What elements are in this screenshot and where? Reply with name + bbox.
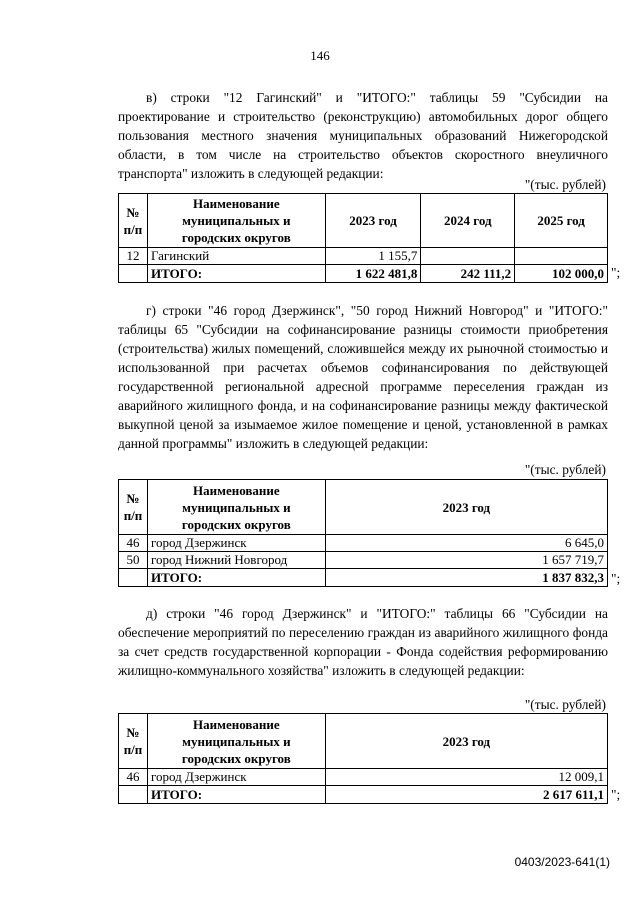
paragraph-section-g: г) строки "46 город Дзержинск", "50 город Нижний Новгород" и "ИТОГО:" таблицы 65 "Субсидии на софинансирование разницы стоимости приобретения (строительства) жилых помещений, сложившейся между их рыночной стоимостью и использованной при расчетах объемов софинансирования по действующей государственной региональной адресной программе переселения граждан из аварийного жилищного фонда, и на софинансирование разницы между фактической выкупной ценой за изымаемое жилое помещение и ценой, установленной в рамках данной программы" изложить в следующей редакции: bbox=[118, 303, 608, 451]
paragraph-section-v: в) строки "12 Гагинский" и "ИТОГО:" таблицы 59 "Субсидии на проектирование и строительство (реконструкцию) автомобильных дорог общего пользования местного значения муниципальных образований Нижегородской области, в том числе на строительство объектов скоростного внеуличного транспорта" изложить в следующей редакции: bbox=[118, 90, 608, 181]
total-2024: 242 111,2 bbox=[421, 265, 515, 283]
unit-label-v: "(тыс. рублей) bbox=[524, 177, 606, 192]
header-2025: 2025 год bbox=[515, 194, 608, 248]
table-header-row bbox=[119, 480, 608, 535]
cell-name: город Дзержинск bbox=[147, 535, 325, 552]
end-quote-v: "; bbox=[611, 265, 621, 280]
table-row bbox=[119, 535, 608, 552]
header-name: Наименование муниципальных и городских округов bbox=[147, 194, 325, 248]
total-2023: 1 837 832,3 bbox=[325, 569, 607, 587]
total-label: ИТОГО: bbox=[147, 786, 325, 804]
header-num: № п/п bbox=[119, 194, 148, 248]
total-2025: 102 000,0 bbox=[515, 265, 608, 283]
header-2023: 2023 год bbox=[325, 480, 607, 535]
paragraph-section-d: д) строки "46 город Дзержинск" и "ИТОГО:" таблицы 66 "Субсидии на обеспечение мероприятий по переселению граждан из аварийного жилищного фонда за счет средств государственной корпорации - Фонда содействия реформированию жилищно-коммунального хозяйства" изложить в следующей редакции: bbox=[118, 606, 608, 678]
cell-2023: 6 645,0 bbox=[325, 535, 607, 552]
total-label: ИТОГО: bbox=[147, 265, 325, 283]
cell-name: город Дзержинск bbox=[147, 769, 325, 786]
table-subsidy-59 bbox=[118, 193, 608, 283]
document-code: 0403/2023-641(1) bbox=[514, 855, 610, 869]
total-label: ИТОГО: bbox=[147, 569, 325, 587]
cell-name: город Нижний Новгород bbox=[147, 552, 325, 569]
cell-2023: 1 657 719,7 bbox=[325, 552, 607, 569]
table-row bbox=[119, 248, 608, 265]
cell-num: 46 bbox=[119, 769, 148, 786]
header-name: Наименование муниципальных и городских округов bbox=[147, 480, 325, 535]
table-total-row bbox=[119, 786, 608, 804]
total-2023: 2 617 611,1 bbox=[325, 786, 607, 804]
end-quote-d: "; bbox=[611, 787, 621, 802]
header-name: Наименование муниципальных и городских округов bbox=[147, 714, 325, 769]
table-subsidy-66 bbox=[118, 713, 608, 804]
table-total-row bbox=[119, 569, 608, 587]
cell-num: 46 bbox=[119, 535, 148, 552]
header-2023: 2023 год bbox=[325, 194, 421, 248]
cell-2024 bbox=[421, 248, 515, 265]
header-2024: 2024 год bbox=[421, 194, 515, 248]
unit-label-g: "(тыс. рублей) bbox=[524, 462, 606, 477]
cell-2023: 12 009,1 bbox=[325, 769, 607, 786]
table-total-row bbox=[119, 265, 608, 283]
cell-2023: 1 155,7 bbox=[325, 248, 421, 265]
cell-num: 12 bbox=[119, 248, 148, 265]
header-2023: 2023 год bbox=[325, 714, 607, 769]
cell-2025 bbox=[515, 248, 608, 265]
table-header-row bbox=[119, 714, 608, 769]
table-row bbox=[119, 769, 608, 786]
header-num: № п/п bbox=[119, 714, 148, 769]
end-quote-g: "; bbox=[611, 571, 621, 586]
table-header-row bbox=[119, 194, 608, 248]
unit-label-d: "(тыс. рублей) bbox=[524, 697, 606, 712]
cell-num: 50 bbox=[119, 552, 148, 569]
table-row bbox=[119, 552, 608, 569]
cell-name: Гагинский bbox=[147, 248, 325, 265]
header-num: № п/п bbox=[119, 480, 148, 535]
page-number: 146 bbox=[310, 48, 330, 63]
total-2023: 1 622 481,8 bbox=[325, 265, 421, 283]
table-subsidy-65 bbox=[118, 479, 608, 587]
